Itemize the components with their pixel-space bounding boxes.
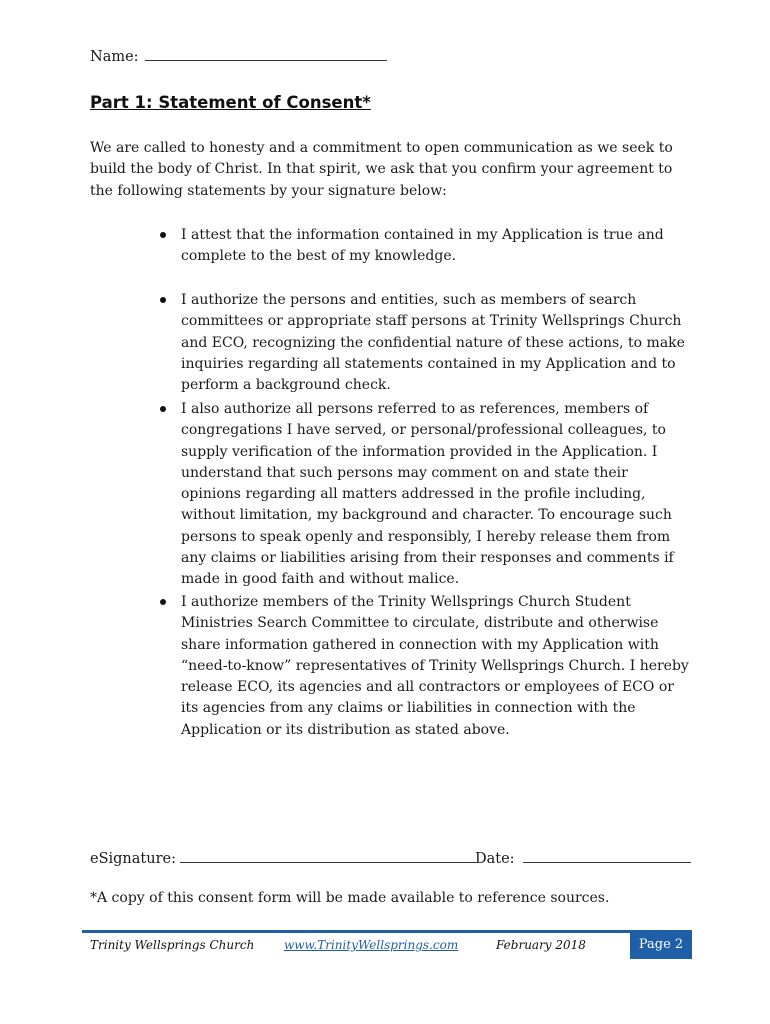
bullet-icon xyxy=(160,232,166,238)
statement-item xyxy=(181,592,691,741)
bullet-icon xyxy=(160,406,166,412)
bullet-icon xyxy=(160,599,166,605)
name-label: Name: xyxy=(90,49,139,65)
page-title: Part 1: Statement of Consent* xyxy=(90,93,371,112)
bullet-icon xyxy=(160,297,166,303)
footer-divider xyxy=(82,930,630,933)
intro-paragraph: We are called to honesty and a commitment to open communication as we seek to build the body of Christ. In that spirit, we ask that you confirm your agreement to the following statements by your signature below: xyxy=(90,140,673,199)
name-field-line[interactable] xyxy=(145,46,387,61)
esignature-label: eSignature: xyxy=(90,851,176,867)
statement-text: I authorize the persons and entities, such as members of search committees or appropriate staff persons at Trinity Wellsprings Church and ECO, recognizing the confidential nature of these actions, to make inquiries regarding all statements contained in my Application and to perform a background check. xyxy=(181,292,685,394)
date-field-line[interactable] xyxy=(523,848,691,863)
esignature-field-line[interactable] xyxy=(180,848,476,863)
statement-item xyxy=(181,290,691,396)
footnote: *A copy of this consent form will be made available to reference sources. xyxy=(90,890,610,906)
date-row xyxy=(475,848,691,867)
esignature-row xyxy=(90,848,476,867)
statement-item xyxy=(181,399,691,591)
statement-item xyxy=(181,225,691,268)
footer-org: Trinity Wellsprings Church xyxy=(90,938,255,952)
footer-date: February 2018 xyxy=(496,938,586,952)
statement-text: I authorize members of the Trinity Wellsprings Church Student Ministries Search Committee to circulate, distribute and otherwise share information gathered in connection with my Application with “need-to-know” representatives of Trinity Wellsprings Church. I hereby release ECO, its agencies and all contractors or employees of ECO or its agencies from any claims or liabilities in connection with the Application or its distribution as stated above. xyxy=(181,594,689,738)
statement-text: I attest that the information contained in my Application is true and complete to the best of my knowledge. xyxy=(181,227,664,265)
date-label: Date: xyxy=(475,851,515,867)
page-number-badge: Page 2 xyxy=(630,930,692,959)
statement-text: I also authorize all persons referred to as references, members of congregations I have served, or personal/professional colleagues, to supply verification of the information provided in the Application. I understand that such persons may comment on and state their opinions regarding all matters addressed in the profile including, without limitation, my background and character. To encourage such persons to speak openly and responsibly, I hereby release them from any claims or liabilities arising from their responses and comments if made in good faith and without malice. xyxy=(181,401,674,588)
name-row xyxy=(90,46,387,65)
footer-website-link[interactable]: www.TrinityWellsprings.com xyxy=(284,938,459,952)
